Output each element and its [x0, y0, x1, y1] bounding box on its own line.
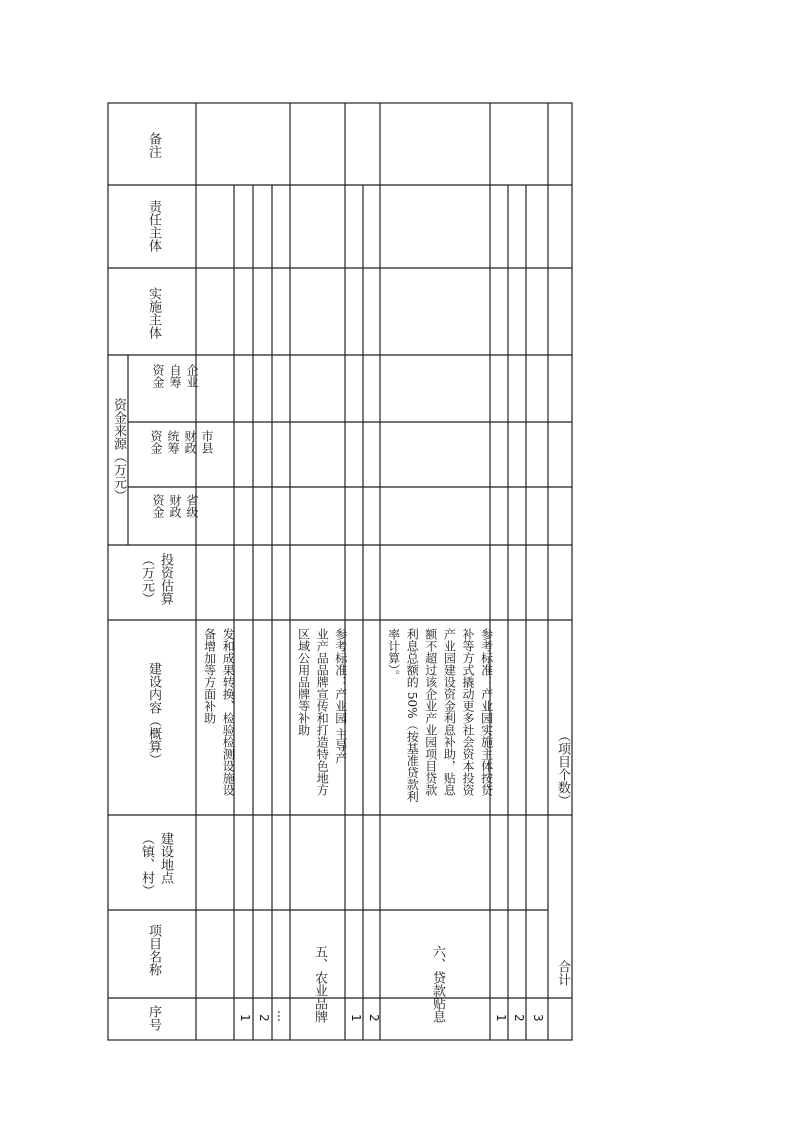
top-content-text: 发和成果转换、检验检测设施设 备增加等方面补助	[202, 628, 236, 796]
header-seq: 序号	[146, 1005, 161, 1031]
header-location: 建设地点 （镇、村）	[139, 832, 173, 897]
header-fund-source: 资金来源（万元）	[111, 398, 126, 502]
header-fund-city-county: 市县 财政 统筹 资金	[149, 430, 214, 454]
header-project-name: 项目名称	[146, 924, 161, 976]
row-seq: 1	[494, 1014, 508, 1022]
header-remarks: 备注	[146, 132, 161, 158]
row-seq: 2	[367, 1014, 381, 1022]
total-label: 合计	[555, 960, 570, 986]
section-title-loan-subsidy: 六、贷款贴息	[430, 945, 445, 1023]
row-seq: …	[275, 1010, 289, 1022]
row-seq: 3	[531, 1014, 545, 1022]
header-content: 建设内容（概算）	[146, 662, 161, 766]
section-loan-subsidy-content: 参考标准：产业园实施主体按贷 补等方式撬动更多社会资本投资 产业园建设资金利息补助，贴息 额不超过该企业产业园项目贷款 利息总额的 50%（按基准贷款利 率计算）。	[386, 628, 494, 803]
header-invest: 投资估算 （万元）	[139, 553, 173, 605]
header-responsible: 责任主体	[146, 200, 161, 252]
row-seq: 1	[238, 1014, 252, 1022]
total-count: （项目个数）	[555, 729, 570, 807]
header-fund-enterprise: 企业 自筹 资金	[151, 364, 199, 388]
header-implementer: 实施主体	[146, 287, 161, 339]
header-fund-provincial: 省级 财政 资金	[151, 494, 199, 518]
row-seq: 2	[512, 1014, 526, 1022]
row-seq: 1	[349, 1014, 363, 1022]
table-border	[108, 103, 572, 1040]
row-seq: 2	[257, 1014, 271, 1022]
section-title-agri-brand: 五、农业品牌	[312, 945, 327, 1023]
section-agri-brand-content: 参考标准：产业园 主导产 业产品品牌宣传和打造特色地方 区域公用品牌等补助	[296, 628, 348, 796]
